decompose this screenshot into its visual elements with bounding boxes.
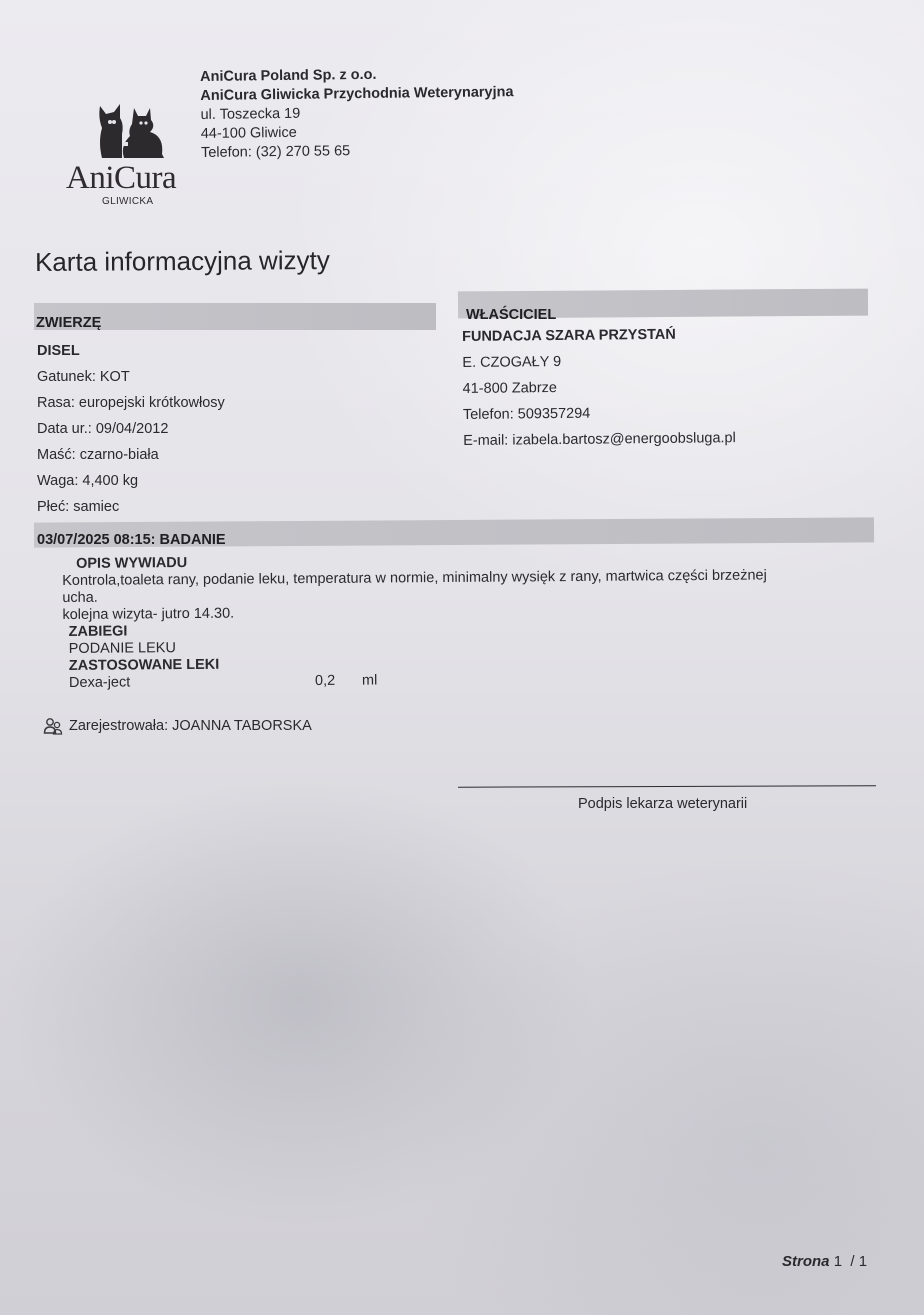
- clinic-phone: Telefon: (32) 270 55 65: [200, 143, 351, 161]
- drug-name: Dexa-ject: [68, 674, 131, 691]
- animal-section-header: ZWIERZĘ: [36, 315, 102, 331]
- history-text-line-1: Kontrola,toaleta rany, podanie leku, temperatura w normie, minimalny wysięk z rany, martwica części brzeżnej: [62, 567, 767, 589]
- owner-email: E-mail: izabela.bartosz@energoobsluga.pl: [463, 430, 736, 449]
- clinic-city: 44-100 Gliwice: [200, 124, 297, 142]
- owner-section-header: WŁAŚCICIEL: [466, 307, 557, 323]
- clinic-logo: [62, 100, 192, 212]
- animal-weight: Waga: 4,400 kg: [37, 473, 139, 489]
- drug-amount: 0,2: [314, 672, 336, 690]
- page-separator: /: [850, 1253, 855, 1270]
- drugs-header: ZASTOSOWANE LEKI: [68, 656, 220, 674]
- animal-species: Gatunek: KOT: [37, 369, 130, 385]
- history-header: OPIS WYWIADU: [75, 555, 188, 572]
- history-text-line-2: ucha.: [62, 589, 98, 606]
- page-number: [782, 1253, 867, 1270]
- document-title: Karta informacyjna wizyty: [34, 244, 330, 278]
- clinic-street: ul. Toszecka 19: [200, 105, 301, 123]
- owner-street: E. CZOGAŁY 9: [462, 353, 562, 371]
- procedure-item: PODANIE LEKU: [68, 640, 176, 657]
- clinic-name: AniCura Gliwicka Przychodnia Weterynaryjna: [200, 84, 514, 104]
- page-total: 1: [858, 1253, 868, 1270]
- visit-header: 03/07/2025 08:15: BADANIE: [37, 532, 226, 548]
- clinic-company: AniCura Poland Sp. z o.o.: [200, 66, 377, 85]
- owner-phone: Telefon: 509357294: [462, 405, 591, 423]
- page-label: Strona: [782, 1253, 830, 1270]
- page-current: 1: [833, 1253, 843, 1270]
- animal-dob: Data ur.: 09/04/2012: [37, 421, 169, 437]
- drug-unit: ml: [361, 672, 378, 689]
- owner-details: [462, 326, 736, 459]
- logo-subtitle: GLIWICKA: [102, 196, 154, 207]
- owner-city: 41-800 Zabrze: [462, 380, 558, 397]
- drug-row: [69, 672, 399, 692]
- cat-and-dog-logo-icon: [98, 102, 166, 160]
- registered-by-text: Zarejestrowała: JOANNA TABORSKA: [69, 718, 312, 734]
- visit-details: [62, 550, 768, 692]
- animal-name: DISEL: [37, 343, 80, 359]
- people-icon: [43, 717, 63, 735]
- animal-breed: Rasa: europejski krótkowłosy: [37, 395, 225, 411]
- procedures-header: ZABIEGI: [68, 623, 128, 640]
- animal-details: [37, 343, 225, 525]
- logo-wordmark: AniCura: [66, 160, 177, 196]
- history-text-line-3: kolejna wizyta- jutro 14.30.: [62, 605, 235, 623]
- clinic-address: [200, 64, 514, 163]
- animal-color: Maść: czarno-biała: [37, 447, 159, 463]
- owner-name: FUNDACJA SZARA PRZYSTAŃ: [462, 326, 676, 345]
- signature-line: [458, 785, 876, 787]
- signature-label: Podpis lekarza weterynarii: [578, 796, 748, 812]
- animal-sex: Płeć: samiec: [37, 499, 120, 515]
- registered-by: [43, 717, 312, 735]
